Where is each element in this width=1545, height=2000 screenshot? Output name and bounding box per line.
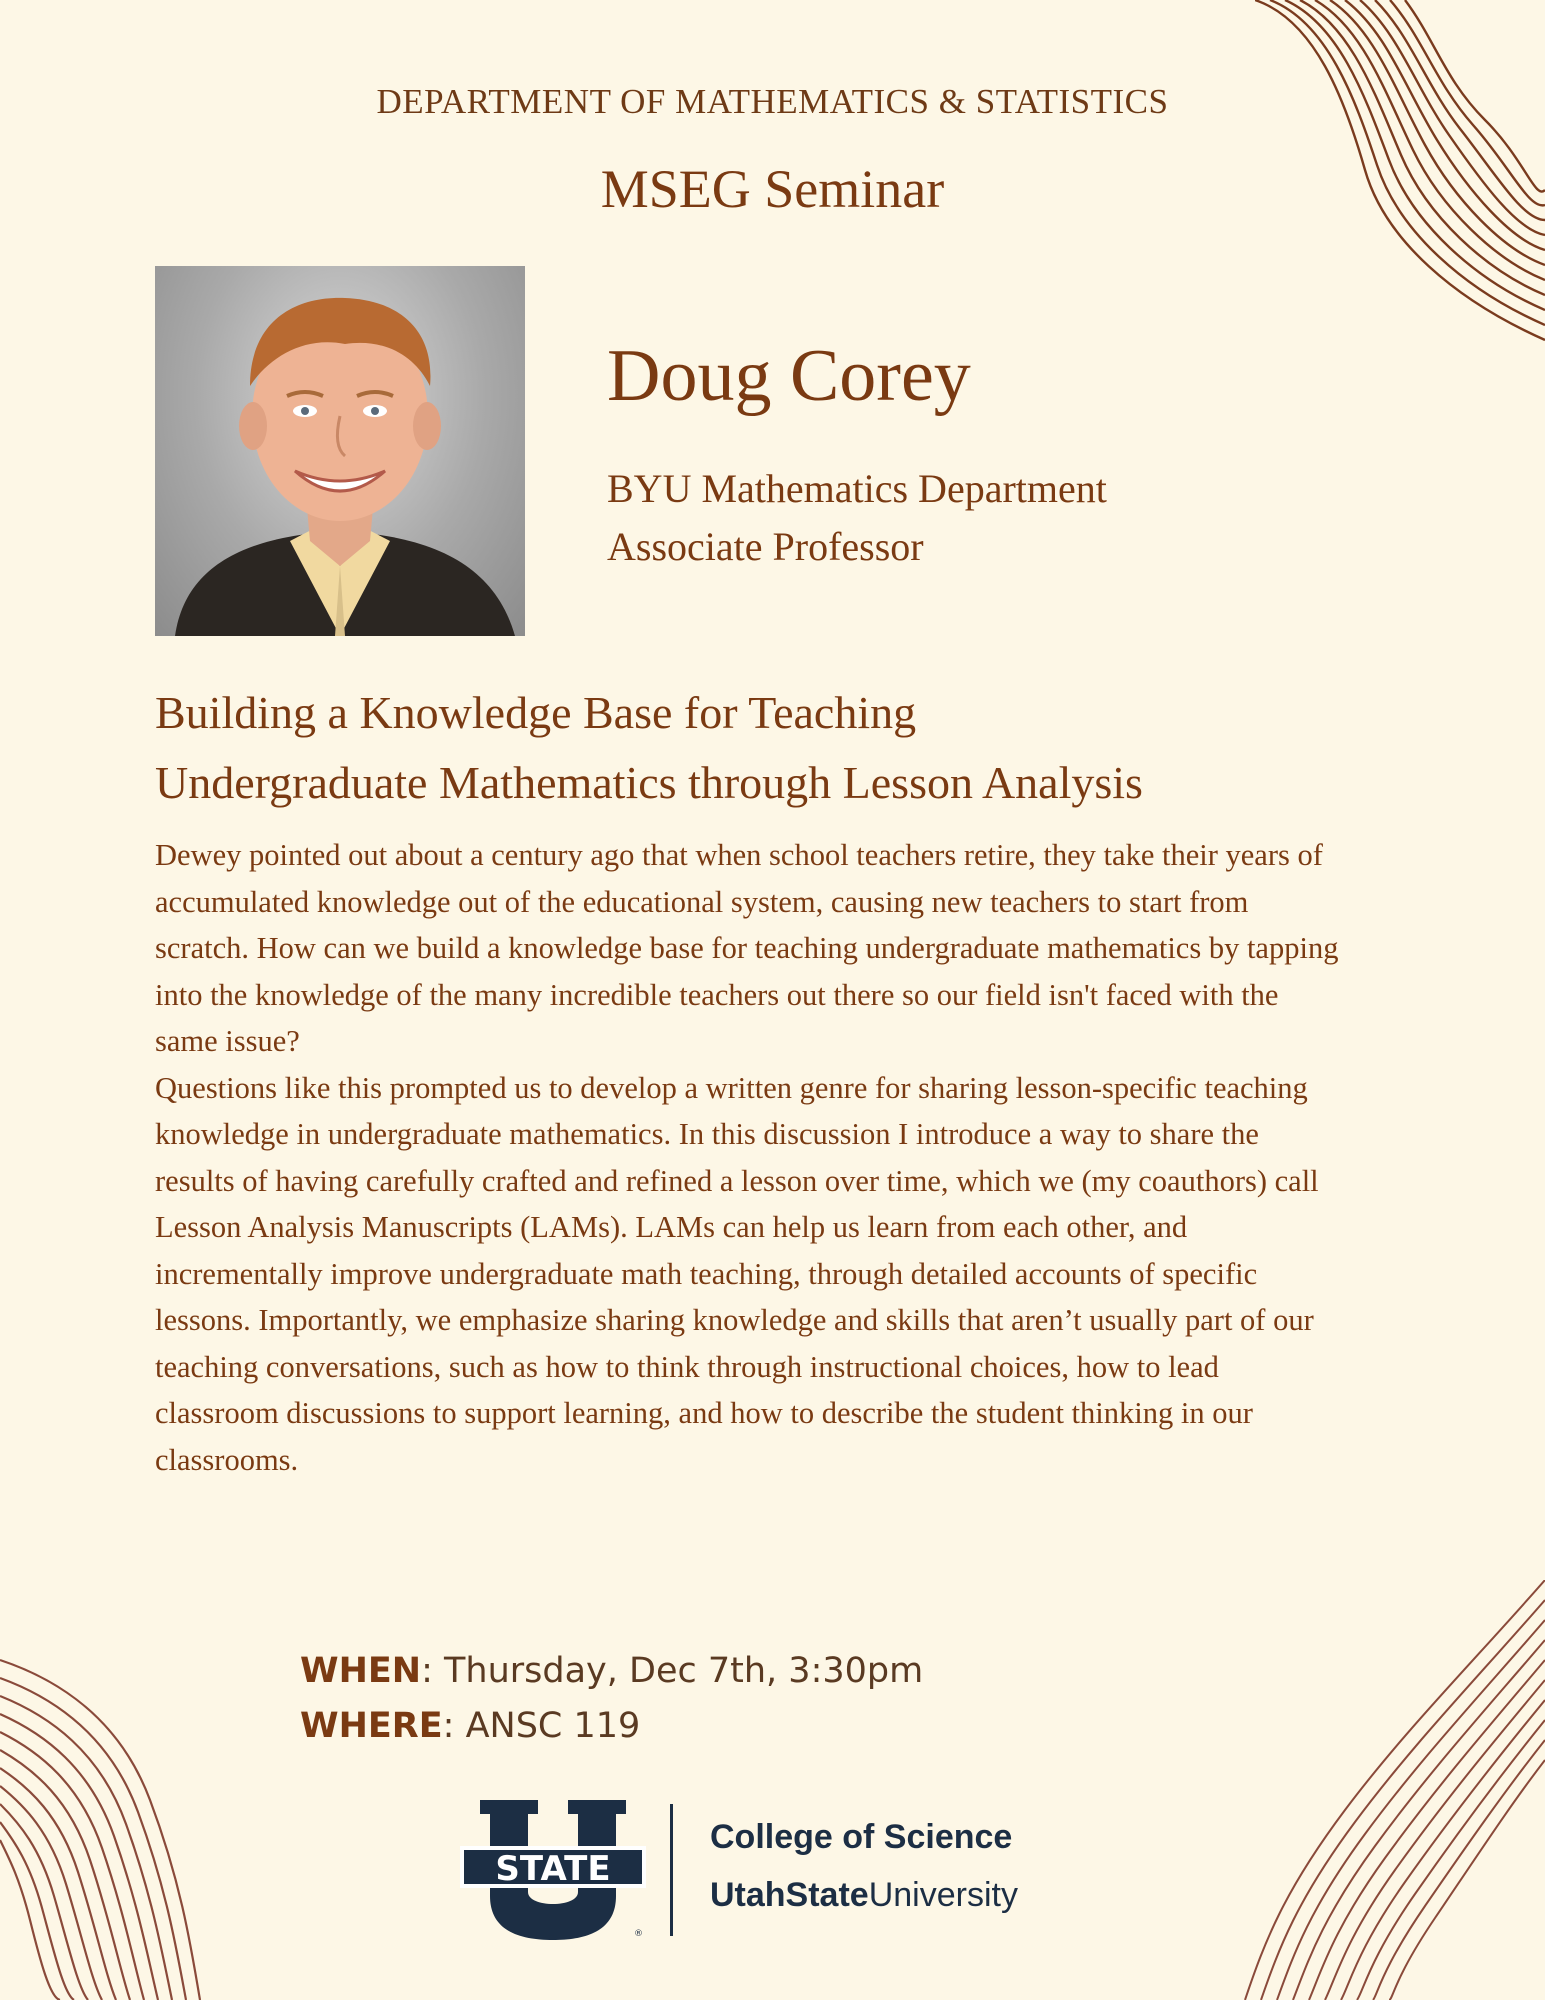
where-label: WHERE (300, 1706, 443, 1746)
seminar-series-title: MSEG Seminar (600, 159, 945, 219)
department-heading: DEPARTMENT OF MATHEMATICS & STATISTICS (376, 82, 1169, 121)
event-when (300, 1644, 923, 1699)
speaker-photo (155, 266, 525, 636)
talk-title-line-2: Undergraduate Mathematics through Lesson Analysis (155, 757, 1143, 808)
talk-title (155, 678, 1405, 818)
speaker-portrait-icon (155, 266, 525, 636)
abstract-paragraph-1: Dewey pointed out about a century ago that when school teachers retire, they take their years of accumulated knowledge out of the educational system, causing new teachers to start from scratch. How can we build a knowledge base for teaching undergraduate mathematics by tapping into the knowledge of the many incredible teachers out there so our field isn't faced with the same issue? (155, 838, 1339, 1058)
event-details (300, 1644, 923, 1754)
decorative-waves-bottom-left (0, 1640, 240, 2000)
usu-footer-logo (458, 1800, 1098, 1940)
when-label: WHEN (300, 1651, 422, 1691)
speaker-position: Associate Professor (607, 524, 924, 569)
university-name-bold: UtahState (710, 1876, 869, 1914)
abstract-paragraph-2: Questions like this prompted us to develop a written genre for sharing lesson-specific teaching knowledge in undergraduate mathematics. In this discussion I introduce a way to share the results of having carefully crafted and refined a lesson over time, which we (my coauthors) call Lesson Analysis Manuscripts (LAMs). LAMs can help us learn from each other, and incrementally improve undergraduate math teaching, through detailed accounts of specific lessons. Importantly, we emphasize sharing knowledge and skills that aren’t usually part of our teaching conversations, such as how to think through instructional choices, how to lead classroom discussions to support learning, and how to describe the student thinking in our classrooms. (155, 1070, 1319, 1477)
talk-abstract (155, 832, 1345, 1483)
when-value: : Thursday, Dec 7th, 3:30pm (421, 1651, 924, 1691)
university-name-regular: University (868, 1876, 1018, 1914)
university-name (710, 1876, 1018, 1915)
speaker-affiliation (607, 460, 1107, 576)
decorative-waves-bottom-right (1145, 1580, 1545, 2000)
talk-title-line-1: Building a Knowledge Base for Teaching (155, 687, 917, 738)
svg-text:®: ® (634, 1929, 643, 1939)
speaker-name: Doug Corey (607, 335, 971, 417)
where-value: : ANSC 119 (442, 1706, 641, 1746)
logo-state-text: STATE (495, 1849, 611, 1889)
event-where (300, 1699, 923, 1754)
logo-divider (670, 1804, 673, 1936)
college-name: College of Science (710, 1818, 1013, 1856)
usu-block-u-logo-icon (458, 1800, 648, 1940)
speaker-department: BYU Mathematics Department (607, 466, 1107, 511)
